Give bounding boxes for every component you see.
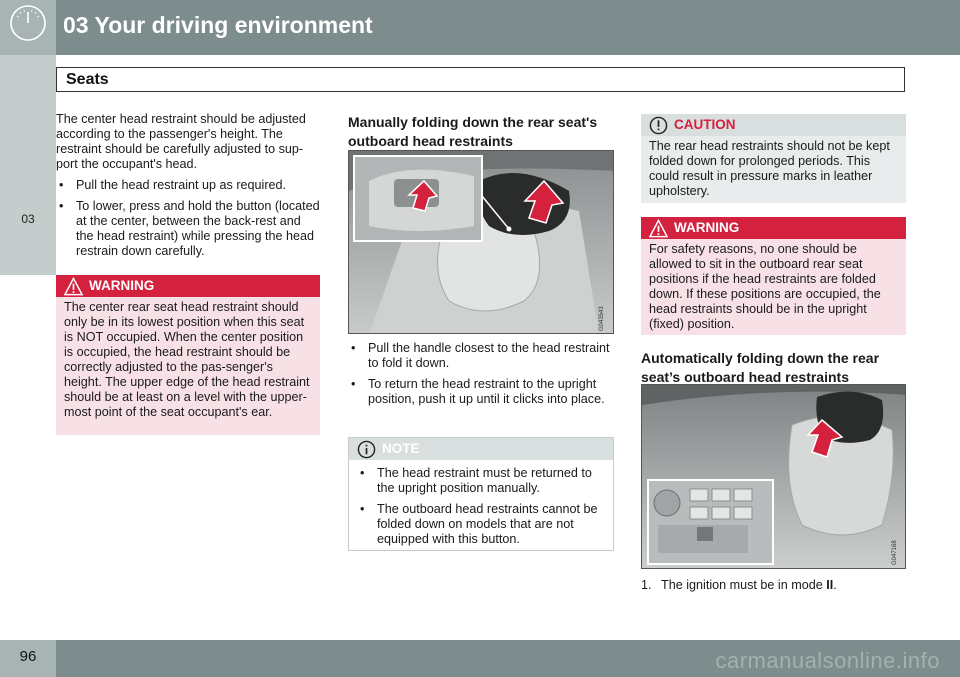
warning-box [641, 217, 906, 335]
info-circle-icon [357, 440, 376, 459]
warning-text: The center rear seat head restraint should only be in its lowest position when this seat is NOT occupied. When the center position is occupied, the head restraint should be correctly adjusted to the pas-senger's height. The upper edge of the head restraint should be at least on a level with the upper-most point of the seat occupant's ear. [64, 300, 310, 419]
caution-text: The rear head restraints should not be kept folded down for prolonged periods. This could result in pressure marks in leather upholstery. [649, 139, 890, 198]
chapter-number: 03 [21, 212, 35, 226]
list-item: • Pull the handle closest to the head restraint to fold it down. [351, 341, 610, 370]
step-text: The ignition must be in mode [661, 578, 827, 592]
bullet-icon: • [351, 377, 356, 391]
warning-header [56, 275, 320, 297]
warning-triangle-icon [64, 277, 83, 296]
bullet-list [56, 178, 320, 259]
section-heading: Automatically folding down the rear seat’s outboard head restraints [641, 350, 880, 385]
note-box [348, 437, 614, 551]
warning-label: WARNING [89, 278, 155, 293]
list-item: • To return the head restraint to the upright position, push it up until it clicks into place. [351, 377, 605, 406]
list-item: • The outboard head restraints cannot be folded down on models that are not equipped with this button. [360, 502, 598, 546]
page-number: 96 [19, 648, 37, 665]
step-number: 1. [641, 578, 652, 592]
list-item: • To lower, press and hold the button (located at the center, between the back-rest and the head restraint) while pressing the head restrain down carefully. [59, 199, 320, 258]
warning-box [56, 275, 320, 435]
bullet-icon: • [351, 341, 356, 355]
headrest-fold-illustration [349, 151, 614, 334]
step-mode: II [826, 578, 834, 592]
chapter-tab [0, 55, 56, 275]
header-corner [0, 0, 56, 55]
column-1 [56, 112, 320, 259]
list-item: • Pull the head restraint up as required. [59, 178, 287, 192]
step-item [641, 578, 906, 593]
bullet-list [348, 341, 614, 407]
column-2 [348, 113, 614, 151]
step-list [641, 578, 906, 593]
warning-triangle-icon [649, 219, 668, 238]
caution-header [641, 114, 906, 136]
note-label: NOTE [382, 441, 420, 456]
warning-label: WARNING [674, 220, 740, 235]
chapter-title: 03 Your driving environment [63, 12, 373, 38]
warning-text: For safety reasons, no one should be allowed to sit in the outboard rear seat positions if the head restraints are folded down. If these positions are occupied, the head restraints should be in the upright (fixed) position. [649, 242, 881, 331]
bullet-icon: • [360, 466, 365, 480]
section-bar [56, 67, 905, 92]
exclamation-circle-icon [649, 116, 668, 135]
section-title: Seats [66, 71, 109, 88]
auto-fold-illustration [642, 385, 906, 569]
intro-paragraph: The center head restraint should be adjusted according to the passenger's height. The restraint should be carefully adjusted to sup-port the occupant's head. [56, 112, 306, 171]
headrest-fold-photo [348, 150, 614, 334]
image-code: G043543 [599, 306, 605, 331]
note-list [349, 466, 613, 555]
auto-fold-photo [641, 384, 906, 569]
bullet-icon: • [59, 178, 64, 192]
watermark: carmanualsonline.info [715, 648, 940, 673]
note-header [349, 438, 613, 460]
bullet-icon: • [360, 502, 365, 516]
caution-label: CAUTION [674, 117, 736, 132]
step-end: . [833, 578, 837, 592]
column-2-list [348, 341, 614, 407]
caution-box [641, 114, 906, 203]
warning-header [641, 217, 906, 239]
column-3-heading [641, 349, 906, 387]
gauge-icon [9, 4, 47, 42]
list-item: • The head restraint must be returned to the upright position manually. [360, 466, 592, 495]
section-heading: Manually folding down the rear seat's outboard head restraints [348, 114, 598, 149]
bullet-icon: • [59, 199, 64, 213]
image-code: G047168 [892, 540, 898, 565]
